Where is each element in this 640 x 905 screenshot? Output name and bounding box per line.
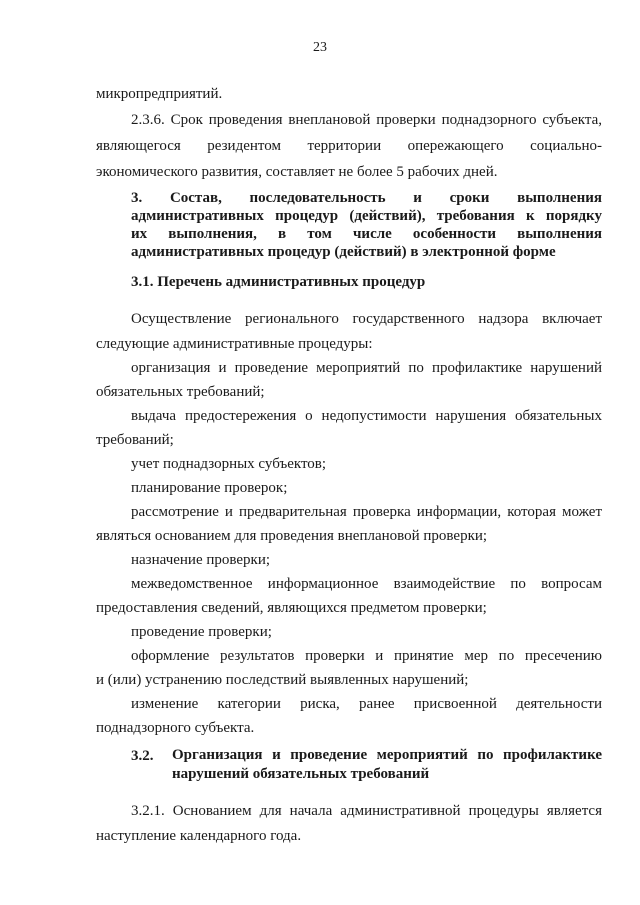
list-item-line: организация и проведение мероприятий по профилактике нарушений — [131, 360, 602, 376]
section-title-line: их выполнения, в том числе особенности выполнения — [131, 226, 602, 242]
paragraph-line: Осуществление регионального государственного надзора включает — [131, 311, 602, 327]
list-item-line: планирование проверок; — [131, 480, 288, 496]
section-title-line: 3. Состав, последовательность и сроки выполнения — [131, 190, 602, 206]
list-item-line: являться основанием для проведения внеплановой проверки; — [96, 528, 488, 544]
paragraph-line: экономического развития, составляет не более 5 рабочих дней. — [96, 164, 498, 180]
list-item-line: рассмотрение и предварительная проверка информации, которая может — [131, 504, 602, 520]
list-item-line: назначение проверки; — [131, 552, 271, 568]
list-item-line: проведение проверки; — [131, 624, 272, 640]
section-title-line: административных процедур (действий), требования к порядку — [131, 208, 602, 224]
list-item-line: поднадзорного субъекта. — [96, 720, 255, 736]
subsection-title-line: нарушений обязательных требований — [172, 766, 430, 782]
list-item-line: предоставления сведений, являющихся предметом проверки; — [96, 600, 487, 616]
subsection-number: 3.2. — [131, 748, 154, 764]
subsection-title-line: Организация и проведение мероприятий по профилактике — [172, 747, 602, 763]
page-number: 23 — [313, 40, 327, 55]
paragraph-line: 3.2.1. Основанием для начала административной процедуры является — [131, 803, 602, 819]
paragraph-line: следующие административные процедуры: — [96, 336, 373, 352]
paragraph-line: 2.3.6. Срок проведения внеплановой проверки поднадзорного субъекта, — [131, 112, 602, 128]
subsection-title: 3.1. Перечень административных процедур — [131, 274, 426, 290]
list-item-line: обязательных требований; — [96, 384, 265, 400]
paragraph-line: являющегося резидентом территории опережающего социально- — [96, 138, 602, 154]
paragraph-line: микропредприятий. — [96, 86, 223, 102]
section-title-line: административных процедур (действий) в электронной форме — [131, 244, 556, 260]
list-item-line: оформление результатов проверки и принятие мер по пресечению — [131, 648, 602, 664]
list-item-line: межведомственное информационное взаимодействие по вопросам — [131, 576, 602, 592]
list-item-line: учет поднадзорных субъектов; — [131, 456, 327, 472]
paragraph-line: наступление календарного года. — [96, 828, 302, 844]
list-item-line: и (или) устранению последствий выявленных нарушений; — [96, 672, 469, 688]
list-item-line: изменение категории риска, ранее присвоенной деятельности — [131, 696, 602, 712]
list-item-line: требований; — [96, 432, 174, 448]
list-item-line: выдача предостережения о недопустимости нарушения обязательных — [131, 408, 602, 424]
